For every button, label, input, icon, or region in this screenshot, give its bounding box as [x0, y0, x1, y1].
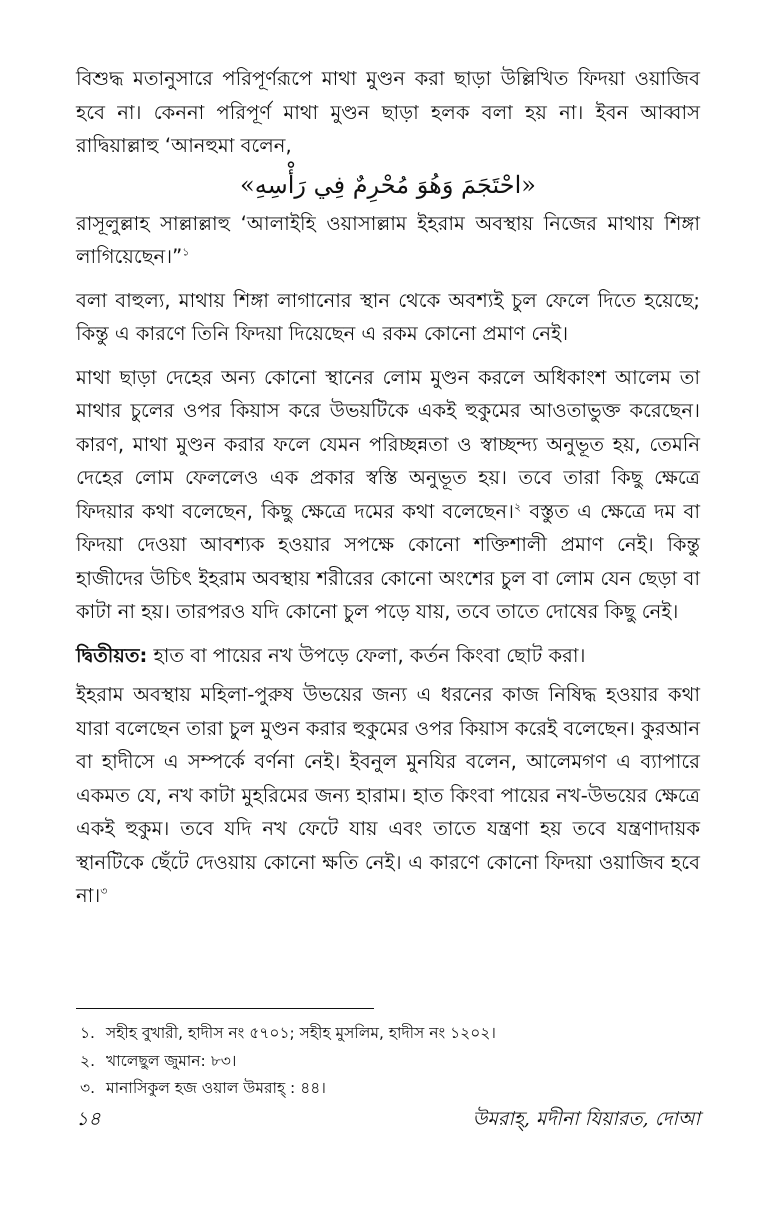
paragraph-3-text: বলা বাহুল্য, মাথায় শিঙ্গা লাগানোর স্থান থেকে অবশ্যই চুল ফেলে দিতে হয়েছে; কিন্তু এ কারণে তিনি ফিদয়া দিয়েছেন এ রকম কোনো প্রমাণ নেই। — [76, 288, 700, 345]
paragraph-1 — [76, 62, 700, 163]
page-footer — [76, 1105, 700, 1137]
footnote-text: সহীহ বুখারী, হাদীস নং ৫৭০১; সহীহ মুসলিম, হাদীস নং ১২০২। — [106, 1024, 496, 1042]
footnote-item — [80, 1075, 700, 1103]
paragraph-1-text: বিশুদ্ধ মতানুসারে পরিপূর্ণরূপে মাথা মুণ্ডন করা ছাড়া উল্লিখিত ফিদয়া ওয়াজিব হবে না। কেননা পরিপূর্ণ মাথা মুণ্ডন ছাড়া হলক বলা হয় না। ইবন আব্বাস রাদ্বিয়াল্লাহু ‘আনহুমা বলেন, — [76, 67, 700, 157]
footnote-ref-1[interactable]: ১ — [182, 245, 190, 259]
footnote-ref-3[interactable]: ৩ — [100, 884, 108, 898]
footnote-item — [80, 1048, 700, 1076]
paragraph-3 — [76, 284, 700, 351]
paragraph-4-text-a: মাথা ছাড়া দেহের অন্য কোনো স্থানের লোম মুণ্ডন করলে অধিকাংশ আলেম তা মাথার চুলের ওপর কিয়াস করে উভয়টিকে একই হুকুমের আওতাভুক্ত করেছেন। কারণ, মাথা মুণ্ডন করার ফলে যেমন পরিচ্ছন্নতা ও স্বাচ্ছন্দ্য অনুভূত হয়, তেমনি দেহের লোম ফেললেও এক প্রকার স্বস্তি অনুভূত হয়। তবে তারা কিছু ক্ষেত্রে ফিদয়ার কথা বলেছেন, কিছু ক্ষেত্রে দমের কথা বলেছেন। — [76, 365, 700, 523]
section-label-secondly: দ্বিতীয়ত: — [76, 643, 148, 667]
footnote-text: খালেছুল জুমান: ৮৩। — [106, 1051, 237, 1070]
paragraph-2 — [76, 207, 700, 274]
running-title: উমরাহ্, মদীনা যিয়ারত, দোআ — [472, 1108, 700, 1130]
footnote-number: ৩. — [80, 1079, 96, 1097]
footnote-item — [80, 1020, 700, 1048]
page-number: ১৪ — [76, 1108, 101, 1130]
paragraph-5 — [76, 639, 700, 673]
footnote-ref-2[interactable]: ২ — [514, 500, 522, 513]
footnote-number: ২. — [80, 1051, 96, 1070]
footnote-divider — [76, 1008, 374, 1009]
paragraph-6 — [76, 678, 700, 913]
paragraph-2-text: রাসূলুল্লাহ সাল্লাল্লাহু ‘আলাইহি ওয়াসাল্লাম ইহরাম অবস্থায় নিজের মাথায় শিঙ্গা লাগিয়েছেন।” — [76, 211, 700, 268]
paragraph-4 — [76, 361, 700, 629]
paragraph-5-text: হাত বা পায়ের নখ উপড়ে ফেলা, কর্তন কিংবা ছোট করা। — [147, 643, 586, 667]
footnote-text: মানাসিকুল হজ ওয়াল উমরাহ্ : ৪৪। — [106, 1079, 326, 1097]
paragraph-4-text-b: বস্তুত এ ক্ষেত্রে দম বা ফিদয়া দেওয়া আবশ্যক হওয়ার সপক্ষে কোনো শক্তিশালী প্রমাণ নেই। কিন্তু হাজীদের উচিৎ ইহরাম অবস্থায় শরীরের কোনো অংশের চুল বা লোম যেন ছেড়া বা কাটা না হয়। তারপরও যদি কোনো চুল পড়ে যায়, তবে তাতে দোষের কিছু নেই। — [76, 499, 700, 623]
main-text — [76, 62, 700, 923]
arabic-hadith-quote: «احْتَجَمَ وَهُوَ مُحْرِمٌ فِي رَأْسِهِ» — [240, 170, 536, 199]
footnotes — [80, 1020, 700, 1103]
footnote-number: ১. — [80, 1024, 95, 1042]
paragraph-6-text: ইহরাম অবস্থায় মহিলা-পুরুষ উভয়ের জন্য এ ধরনের কাজ নিষিদ্ধ হওয়ার কথা যারা বলেছেন তারা চুল মুণ্ডন করার হুকুমের ওপর কিয়াস করেই বলেছেন। কুরআন বা হাদীসে এ সম্পর্কে বর্ণনা নেই। ইবনুল মুনযির বলেন, আলেমগণ এ ব্যাপারে একমত যে, নখ কাটা মুহরিমের জন্য হারাম। হাত কিংবা পায়ের নখ-উভয়ের ক্ষেত্রে একই হুকুম। তবে যদি নখ ফেটে যায় এবং তাতে যন্ত্রণা হয় তবে যন্ত্রণাদায়ক স্থানটিকে ছেঁটে দেওয়ায় কোনো ক্ষতি নেই। এ কারণে কোনো ফিদয়া ওয়াজিব হবে না। — [76, 683, 700, 907]
